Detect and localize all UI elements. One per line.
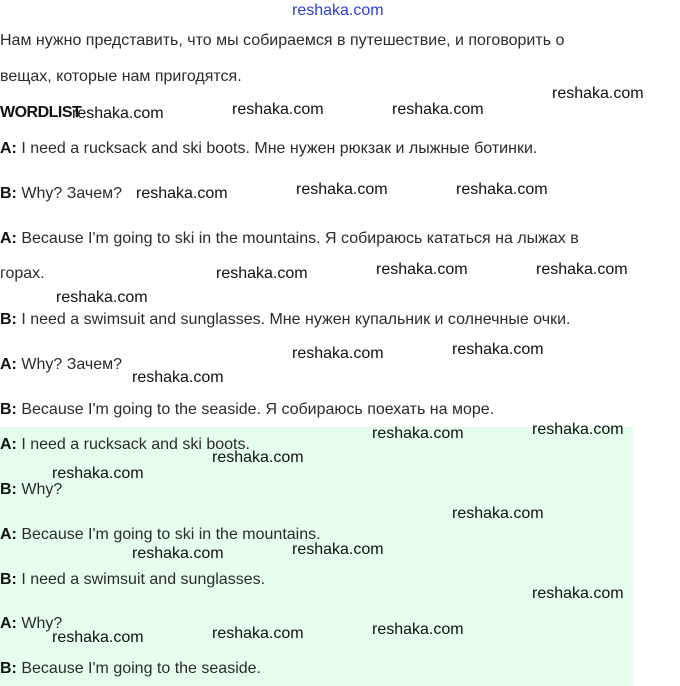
speaker-label: A: bbox=[0, 230, 17, 247]
intro-line-2: вещах, которые нам пригодятся. bbox=[0, 68, 242, 85]
watermark: reshaka.com bbox=[52, 629, 144, 646]
speaker-label: B: bbox=[0, 481, 17, 498]
watermark: reshaka.com bbox=[56, 289, 148, 306]
dialogue-line bbox=[0, 184, 122, 204]
watermark: reshaka.com bbox=[452, 341, 544, 358]
answer-line bbox=[0, 659, 261, 679]
answer-text: Why? bbox=[21, 615, 63, 632]
watermark: reshaka.com bbox=[456, 181, 548, 198]
speaker-label: A: bbox=[0, 615, 17, 632]
watermark: reshaka.com bbox=[392, 101, 484, 118]
speaker-label: B: bbox=[0, 401, 17, 418]
speaker-label: A: bbox=[0, 436, 17, 453]
answer-line bbox=[0, 525, 321, 545]
speaker-label: A: bbox=[0, 356, 17, 373]
watermark: reshaka.com bbox=[376, 261, 468, 278]
dialogue-line bbox=[0, 229, 579, 249]
dialogue-text: Why? Зачем? bbox=[21, 356, 123, 373]
speaker-label: B: bbox=[0, 185, 17, 202]
watermark: reshaka.com bbox=[532, 421, 624, 438]
answer-text: Because I'm going to the seaside. bbox=[21, 660, 261, 677]
dialogue-text: I need a swimsuit and sunglasses. Мне нужен купальник и солнечные очки. bbox=[21, 311, 571, 328]
watermark: reshaka.com bbox=[452, 505, 544, 522]
dialogue-line bbox=[0, 355, 122, 375]
watermark: reshaka.com bbox=[292, 541, 384, 558]
watermark: reshaka.com bbox=[552, 85, 644, 102]
dialogue-text: I need a rucksack and ski boots. Мне нужен рюкзак и лыжные ботинки. bbox=[21, 140, 538, 157]
watermark: reshaka.com bbox=[212, 625, 304, 642]
dialogue-line bbox=[0, 400, 494, 420]
watermark: reshaka.com bbox=[132, 545, 224, 562]
dialogue-text: Because I'm going to ski in the mountains. Я собираюсь кататься на лыжах в bbox=[21, 230, 579, 247]
speaker-label: A: bbox=[0, 140, 17, 157]
watermark: reshaka.com bbox=[52, 465, 144, 482]
speaker-label: B: bbox=[0, 311, 17, 328]
watermark: reshaka.com bbox=[372, 425, 464, 442]
dialogue-line bbox=[0, 139, 537, 159]
watermark: reshaka.com bbox=[212, 449, 304, 466]
watermark: reshaka.com bbox=[536, 261, 628, 278]
answer-line bbox=[0, 570, 265, 590]
watermark: reshaka.com bbox=[72, 105, 164, 122]
watermark: reshaka.com bbox=[136, 185, 228, 202]
speaker-label: B: bbox=[0, 660, 17, 677]
site-logo[interactable]: reshaka.com bbox=[292, 2, 384, 19]
watermark: reshaka.com bbox=[296, 181, 388, 198]
watermark: reshaka.com bbox=[292, 345, 384, 362]
dialogue-text: Because I'm going to the seaside. Я собираюсь поехать на море. bbox=[21, 401, 495, 418]
speaker-label: A: bbox=[0, 526, 17, 543]
answer-text: Why? bbox=[21, 481, 63, 498]
answer-text: I need a rucksack and ski boots. bbox=[21, 436, 250, 453]
wordlist-label: WORDLIST bbox=[0, 104, 82, 121]
dialogue-text: Why? Зачем? bbox=[21, 185, 123, 202]
watermark: reshaka.com bbox=[372, 621, 464, 638]
speaker-label: B: bbox=[0, 571, 17, 588]
dialogue-continuation: горах. bbox=[0, 265, 45, 282]
intro-line-1: Нам нужно представить, что мы собираемся в путешествие, и поговорить о bbox=[0, 32, 565, 49]
watermark: reshaka.com bbox=[232, 101, 324, 118]
dialogue-line bbox=[0, 310, 570, 330]
answer-text: Because I'm going to ski in the mountains. bbox=[21, 526, 321, 543]
answer-text: I need a swimsuit and sunglasses. bbox=[21, 571, 266, 588]
watermark: reshaka.com bbox=[532, 585, 624, 602]
watermark: reshaka.com bbox=[216, 265, 308, 282]
watermark: reshaka.com bbox=[132, 369, 224, 386]
